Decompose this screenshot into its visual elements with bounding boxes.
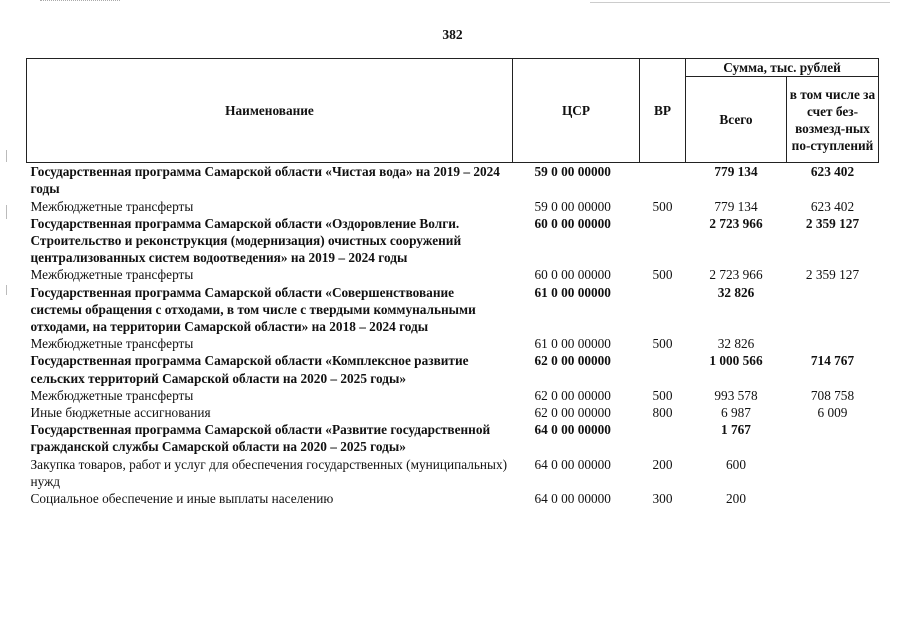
table-row bbox=[27, 198, 879, 215]
table-row bbox=[27, 456, 879, 490]
cell-name: Государственная программа Самарской области «Комплексное развитие сельских территорий Самарской области на 2020 – 2025 годы» bbox=[30, 353, 469, 386]
budget-table bbox=[26, 58, 879, 507]
table-row bbox=[27, 490, 879, 507]
cell-free: 2 359 127 bbox=[805, 267, 860, 283]
cell-total: 2 723 966 bbox=[709, 215, 763, 231]
cell-name: Государственная программа Самарской области «Чистая вода» на 2019 – 2024 годы bbox=[30, 164, 500, 197]
cell-total: 6 987 bbox=[721, 405, 751, 421]
cell-csr: 61 0 00 00000 bbox=[534, 284, 611, 300]
table-body bbox=[27, 163, 879, 508]
cell-csr: 60 0 00 00000 bbox=[534, 267, 611, 283]
scan-artifact-rule bbox=[590, 2, 890, 4]
table-row bbox=[27, 266, 879, 283]
program-row bbox=[27, 163, 879, 198]
header-total: Всего bbox=[686, 77, 787, 163]
cell-csr: 60 0 00 00000 bbox=[534, 215, 611, 231]
cell-name: Государственная программа Самарской области «Оздоровление Волги. Строительство и реконструкция (модернизация) очистных сооружений централизованных систем водоотведения» на 2019 – 2024 годы bbox=[30, 215, 462, 266]
cell-name: Закупка товаров, работ и услуг для обеспечения государственных (муниципальных) нужд bbox=[30, 456, 508, 489]
cell-csr: 62 0 00 00000 bbox=[534, 405, 611, 421]
cell-name: Социальное обеспечение и иные выплаты населению bbox=[30, 491, 334, 507]
cell-free: 2 359 127 bbox=[805, 215, 860, 231]
cell-csr: 62 0 00 00000 bbox=[534, 353, 611, 369]
cell-csr: 64 0 00 00000 bbox=[534, 422, 611, 438]
cell-free bbox=[787, 456, 879, 490]
cell-total: 779 134 bbox=[714, 164, 758, 180]
header-csr: ЦСР bbox=[513, 59, 640, 163]
cell-vr bbox=[640, 421, 686, 455]
cell-total: 2 723 966 bbox=[709, 267, 763, 283]
cell-free bbox=[787, 490, 879, 507]
program-row bbox=[27, 284, 879, 336]
cell-vr bbox=[640, 163, 686, 198]
cell-total: 32 826 bbox=[717, 336, 755, 352]
cell-total: 993 578 bbox=[714, 387, 758, 403]
scan-artifact-edge bbox=[6, 205, 7, 219]
cell-csr: 61 0 00 00000 bbox=[534, 336, 611, 352]
cell-total: 200 bbox=[726, 491, 746, 507]
cell-csr: 59 0 00 00000 bbox=[534, 198, 611, 214]
program-row bbox=[27, 215, 879, 267]
header-sum-group: Сумма, тыс. рублей bbox=[686, 59, 879, 77]
cell-name: Межбюджетные трансферты bbox=[30, 387, 194, 403]
cell-total: 32 826 bbox=[717, 284, 755, 300]
table-row bbox=[27, 404, 879, 421]
cell-total: 779 134 bbox=[714, 198, 758, 214]
program-row bbox=[27, 421, 879, 455]
cell-csr: 64 0 00 00000 bbox=[534, 491, 611, 507]
cell-free: 708 758 bbox=[810, 387, 855, 403]
cell-vr: 500 bbox=[652, 387, 673, 403]
cell-vr bbox=[640, 352, 686, 386]
cell-free: 623 402 bbox=[810, 164, 855, 180]
cell-name: Межбюджетные трансферты bbox=[30, 336, 194, 352]
cell-total: 1 767 bbox=[721, 422, 751, 438]
cell-vr: 500 bbox=[652, 267, 673, 283]
cell-free: 623 402 bbox=[810, 198, 855, 214]
table-row bbox=[27, 335, 879, 352]
header-free-receipts: в том числе за счет без-возмезд-ных по-ступлений bbox=[787, 77, 879, 163]
cell-vr: 500 bbox=[652, 198, 673, 214]
cell-total: 1 000 566 bbox=[709, 353, 763, 369]
cell-vr: 200 bbox=[652, 456, 673, 472]
table-header bbox=[27, 59, 879, 163]
scan-artifact-edge bbox=[6, 285, 7, 295]
header-name: Наименование bbox=[27, 59, 513, 163]
cell-free bbox=[787, 284, 879, 336]
cell-vr: 300 bbox=[652, 491, 673, 507]
table-row bbox=[27, 387, 879, 404]
cell-vr bbox=[640, 215, 686, 267]
cell-name: Межбюджетные трансферты bbox=[30, 267, 194, 283]
cell-free bbox=[787, 421, 879, 455]
cell-name: Государственная программа Самарской области «Развитие государственной гражданской службы Самарской области на 2020 – 2025 годы» bbox=[30, 422, 491, 455]
cell-name: Межбюджетные трансферты bbox=[30, 198, 194, 214]
cell-name: Государственная программа Самарской области «Совершенствование системы обращения с отходами, в том числе с твердыми коммунальными отходами, на территории Самарской области» на 2018 – 2024 годы bbox=[30, 284, 476, 335]
cell-csr: 62 0 00 00000 bbox=[534, 387, 611, 403]
cell-vr: 800 bbox=[652, 405, 673, 421]
cell-total: 600 bbox=[726, 456, 746, 472]
header-vr: ВР bbox=[640, 59, 686, 163]
cell-name: Иные бюджетные ассигнования bbox=[30, 405, 211, 421]
scan-artifact-edge bbox=[6, 150, 7, 162]
scan-artifact-top bbox=[40, 0, 120, 4]
cell-free: 714 767 bbox=[810, 353, 855, 369]
program-row bbox=[27, 352, 879, 386]
cell-csr: 59 0 00 00000 bbox=[534, 164, 611, 180]
cell-vr: 500 bbox=[652, 336, 673, 352]
cell-csr: 64 0 00 00000 bbox=[534, 456, 611, 472]
page-number: 382 bbox=[442, 27, 463, 42]
cell-free: 6 009 bbox=[817, 405, 848, 421]
cell-vr bbox=[640, 284, 686, 336]
cell-free bbox=[787, 335, 879, 352]
